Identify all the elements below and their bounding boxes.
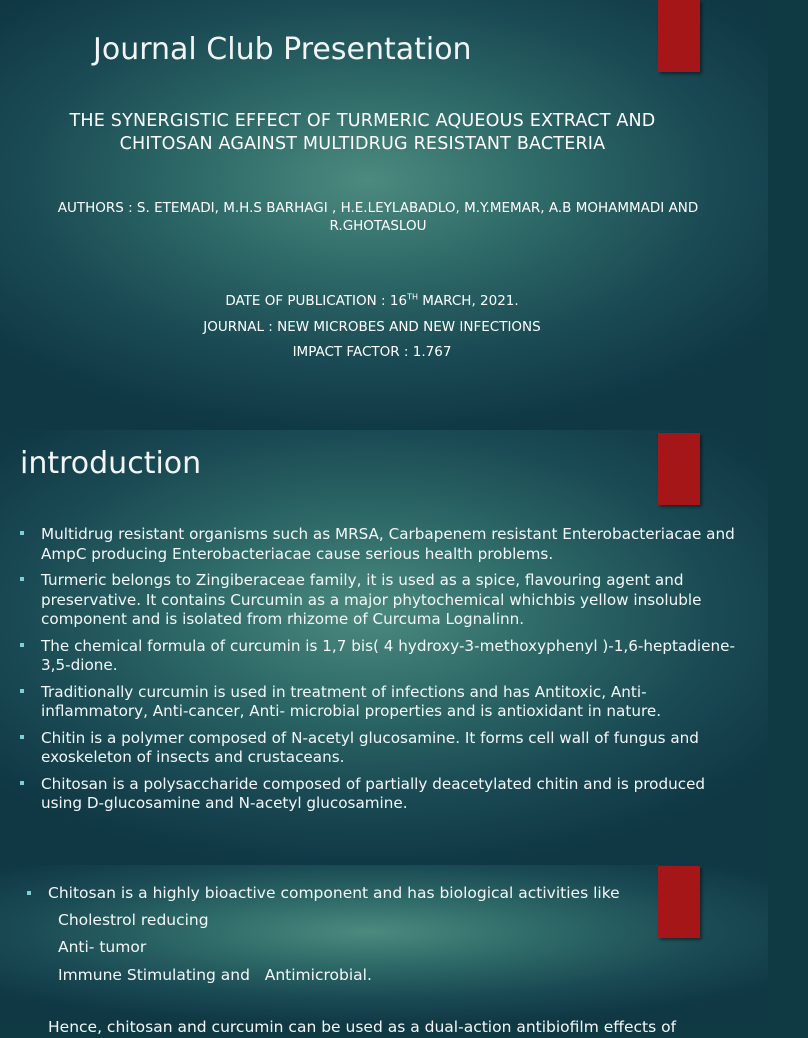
bullet-text: Turmeric belongs to Zingiberaceae family, it is used as a spice, flavouring agent and preservative. It contains Curcumin as a major phytochemical whichbis yellow insoluble component and is isolated from rhizome of Curcuma Lognalinn.: [41, 571, 702, 628]
authors: [20, 199, 736, 235]
authors-line-1: AUTHORS : S. ETEMADI, M.H.S BARHAGI , H.E.LEYLABADLO, M.Y.MEMAR, A.B MOHAMMADI AND: [57, 200, 699, 216]
slide-title: [0, 0, 768, 430]
bullet-text: The chemical formula of curcumin is 1,7 bis( 4 hydroxy-3-methoxyphenyl )-1,6-heptadiene-3,5-dione.: [41, 636, 735, 674]
bullet-icon: [20, 643, 24, 647]
publication-date: [0, 293, 744, 309]
red-accent-bar: [658, 0, 700, 72]
bullet-icon: [20, 735, 24, 739]
sub-item: Immune Stimulating and Antimicrobial.: [58, 966, 372, 984]
bullet-text: Multidrug resistant organisms such as MRSA, Carbapenem resistant Enterobacteriacae and AmpC producing Enterobacteriacae cause serious health problems.: [41, 525, 735, 563]
red-accent-bar: [658, 433, 700, 505]
date-superscript: TH: [407, 292, 418, 302]
paper-title-line-1: THE SYNERGISTIC EFFECT OF TURMERIC AQUEOUS EXTRACT AND: [69, 111, 656, 131]
bullet-text: Chitosan is a polysaccharide composed of partially deacetylated chitin and is produced using D-glucosamine and N-acetyl glucosamine.: [41, 774, 706, 812]
sub-item: Cholestrol reducing: [58, 911, 209, 929]
date-prefix: DATE OF PUBLICATION : 16: [225, 293, 408, 309]
impact-factor: IMPACT FACTOR : 1.767: [292, 344, 452, 360]
list-item: [20, 525, 748, 564]
paper-title: [30, 110, 695, 156]
red-accent-bar: [658, 866, 700, 938]
bullet-text: Chitosan is a highly bioactive component and has biological activities like: [48, 884, 620, 902]
bullet-icon: [20, 781, 24, 785]
date-suffix: MARCH, 2021.: [417, 293, 519, 309]
paper-title-line-2: CHITOSAN AGAINST MULTIDRUG RESISTANT BACTERIA: [119, 134, 606, 154]
slide-heading: introduction: [20, 446, 202, 481]
sub-item: Anti- tumor: [58, 938, 147, 956]
bullet-icon: [20, 577, 24, 581]
list-item: [20, 775, 748, 814]
bullet-text: Chitin is a polymer composed of N-acetyl glucosamine. It forms cell wall of fungus and exoskeleton of insects and crustaceans.: [41, 728, 699, 766]
bullet-icon: [27, 891, 31, 895]
list-item: [20, 683, 748, 722]
bullet-list: [20, 525, 748, 821]
slide-introduction: [0, 430, 768, 865]
bullet-icon: [20, 689, 24, 693]
journal-name: JOURNAL : NEW MICROBES AND NEW INFECTIONS: [203, 319, 541, 335]
bullet-text: Traditionally curcumin is used in treatment of infections and has Antitoxic, Anti-inflammatory, Anti-cancer, Anti- microbial properties and is antioxidant in nature.: [41, 682, 662, 720]
bullet-icon: [20, 531, 24, 535]
partial-text: Hence, chitosan and curcumin can be used as a dual-action antibiofilm effects of: [48, 1018, 677, 1036]
presentation-title: Journal Club Presentation: [93, 32, 472, 67]
slide-chitosan: [0, 865, 768, 1036]
list-item: [20, 571, 748, 630]
list-item: [20, 729, 748, 768]
list-item: [20, 637, 748, 676]
authors-line-2: R.GHOTASLOU: [329, 218, 427, 234]
